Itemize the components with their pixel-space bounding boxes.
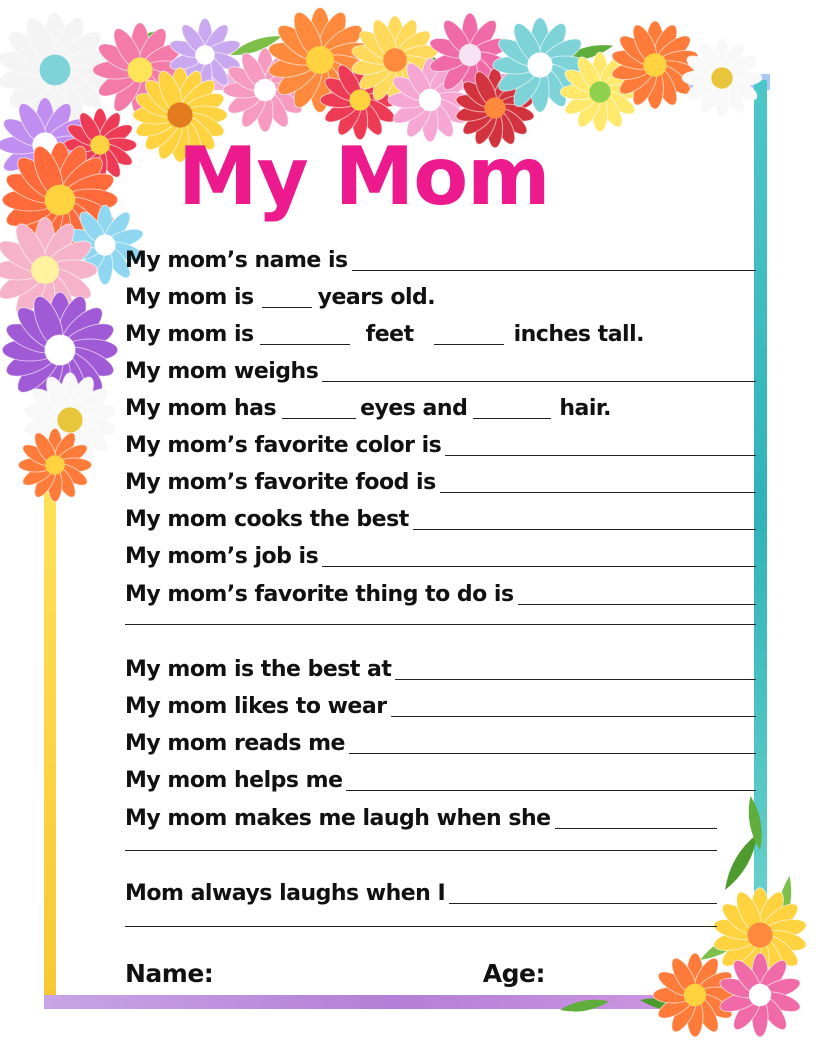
answer-inches[interactable] [434,322,504,345]
prompt-food: My mom’s favorite food is [125,470,436,495]
prompt-has-a: My mom has [125,396,277,421]
prompt-height-c: inches tall. [513,322,644,347]
row-height [125,319,756,349]
row-name [125,245,756,275]
prompt-has-c: hair. [559,396,611,421]
row-cooks [125,504,756,534]
prompt-thing: My mom’s favorite thing to do is [125,582,514,607]
answer-thing-continued[interactable] [125,624,756,625]
answer-best-at[interactable] [395,657,756,680]
flower-icon [682,38,762,118]
page-title: My Mom [178,130,550,223]
prompt-wear: My mom likes to wear [125,694,387,719]
answer-age[interactable] [262,285,312,308]
prompt-height-a: My mom is [125,322,254,347]
answer-hair[interactable] [473,396,551,419]
prompt-age-b: years old. [317,285,436,310]
prompt-job: My mom’s job is [125,544,319,569]
answer-job[interactable] [322,544,756,567]
prompt-name: My mom’s name is [125,248,348,273]
answer-feet[interactable] [260,322,350,345]
row-thing [125,579,756,609]
prompt-has-b: eyes and [360,396,468,421]
row-job [125,541,756,571]
answer-eyes[interactable] [282,396,356,419]
prompt-weighs: My mom weighs [125,359,319,384]
answer-cooks[interactable] [413,507,756,530]
row-laughs-when [125,878,717,908]
leaf-icon [559,996,610,1015]
row-color [125,430,756,460]
name-label: Name: [125,959,214,988]
row-wear [125,691,756,721]
row-helps [125,765,756,795]
row-laugh [125,803,717,833]
prompt-color: My mom’s favorite color is [125,433,442,458]
answer-laughs-when[interactable] [449,881,717,904]
prompt-age-a: My mom is [125,285,254,310]
row-best-at [125,654,756,684]
answer-color[interactable] [445,433,756,456]
answer-laughs-when-continued[interactable] [125,926,717,927]
prompt-reads: My mom reads me [125,731,345,756]
prompt-cooks: My mom cooks the best [125,507,409,532]
prompt-laughs-when: Mom always laughs when I [125,881,446,906]
row-reads [125,728,756,758]
answer-helps[interactable] [346,768,756,791]
prompt-height-b: feet [365,322,414,347]
answer-thing[interactable] [518,582,756,605]
prompt-laugh: My mom makes me laugh when she [125,806,551,831]
row-features [125,393,756,423]
answer-laugh[interactable] [555,806,717,829]
row-age [125,282,756,312]
answer-laugh-continued[interactable] [125,850,717,851]
answer-wear[interactable] [391,694,756,717]
answer-reads[interactable] [349,731,756,754]
age-label: Age: [482,959,545,988]
answer-name[interactable] [352,248,756,271]
row-footer [125,958,545,988]
row-weighs [125,356,756,386]
answer-food[interactable] [440,470,756,493]
answer-weighs[interactable] [322,359,756,382]
prompt-helps: My mom helps me [125,768,343,793]
row-food [125,467,756,497]
prompt-best-at: My mom is the best at [125,657,392,682]
